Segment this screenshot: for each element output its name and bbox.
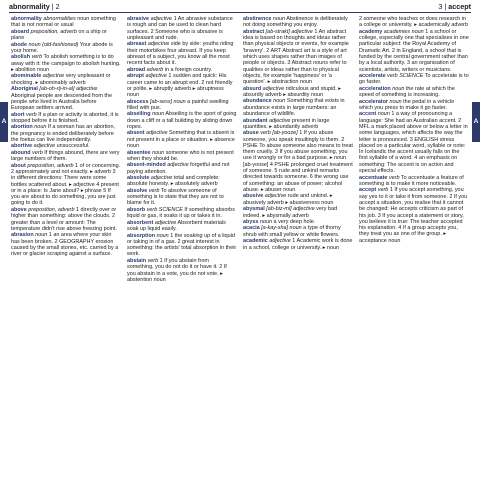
definition: present in large quantities. ▸ abundantly adverb xyxy=(243,117,330,130)
part-of-speech: adjective xyxy=(145,73,167,80)
dictionary-entry xyxy=(11,16,121,29)
headword: abort xyxy=(11,111,25,118)
headword: accelerator xyxy=(359,98,389,105)
dictionary-entry xyxy=(127,207,237,220)
dictionary-entry xyxy=(127,175,237,188)
definition: 1 If you abuse someone, you speak insultingly to them. 2 PSHE To abuse someone also means to treat them cruelly. 3 If you abuse something, you use it wrongly or for a bad purpose. ▸ noun [ab-yoose] 4 PSHE prolonged cruel treatment of someone. 5 rude and unkind remarks directed towards someone. 6 the wrong use of something: an abuse of power; alcohol abuse. ▸ abuser noun xyxy=(243,130,353,193)
definition: 1 An abrasive substance is rough and can be used to clean hard surfaces. 2 Someone who is abrasive is unpleasant and rude. xyxy=(127,16,233,41)
headword: absorb xyxy=(127,206,146,213)
part-of-speech: noun xyxy=(152,111,165,118)
part-of-speech: [ab-strakt] adjective xyxy=(265,28,313,35)
dictionary-entry xyxy=(127,130,237,149)
headword: abyss xyxy=(243,219,259,225)
definition: If a plan or activity is aborted, it is stopped before it is finished. xyxy=(11,111,119,124)
part-of-speech: adjective xyxy=(150,16,173,22)
headword: absent-minded xyxy=(127,162,166,169)
part-of-speech: noun xyxy=(34,124,47,131)
part-of-speech: noun xyxy=(259,219,273,225)
dictionary-entry xyxy=(359,86,469,99)
headword: abode xyxy=(11,41,28,48)
headword: abuse xyxy=(243,130,259,137)
dictionary-entry xyxy=(127,258,237,283)
definition: someone who is not present when they should be. xyxy=(127,149,234,162)
dictionary-entry xyxy=(243,206,353,219)
headword: abusive xyxy=(243,193,264,200)
left-page-number: 2 xyxy=(55,2,60,11)
part-of-speech: adjective xyxy=(150,175,173,182)
definition: Aboriginal people are descended from the people who lived in Australia before European settlers arrived. xyxy=(11,92,112,112)
headword: aboard xyxy=(11,28,30,35)
definition: 1 an area where your skin has been broken. 2 GEOGRAPHY erosion caused by the small stones, etc. carried by a river or glacier scraping against a surface. xyxy=(11,232,119,258)
part-of-speech: noun xyxy=(392,85,405,92)
dictionary-entry xyxy=(359,73,469,86)
headword: absurd xyxy=(243,85,262,92)
dictionary-entry xyxy=(359,99,469,112)
dictionary-entry xyxy=(11,42,121,55)
column-1 xyxy=(11,16,121,478)
part-of-speech: noun xyxy=(35,232,48,239)
part-of-speech: [a-kay-sha] noun xyxy=(261,225,302,232)
headword: abroad xyxy=(127,66,146,73)
dictionary-entry xyxy=(11,124,121,143)
headword: absent xyxy=(127,130,145,137)
headword: abstract xyxy=(243,28,265,35)
letter-tab-right: A xyxy=(472,102,480,142)
definition: To accentuate a feature of something is to make it more noticeable. xyxy=(359,174,464,187)
dictionary-entry xyxy=(127,73,237,98)
dictionary-entry xyxy=(243,16,353,29)
part-of-speech: noun (old-fashioned) xyxy=(28,41,79,48)
part-of-speech: adjective xyxy=(42,73,65,80)
headword: absorption xyxy=(127,232,156,239)
dictionary-entry xyxy=(127,67,237,73)
part-of-speech: adjective xyxy=(268,117,291,124)
definition: If something absorbs liquid or gas, it soaks it up or takes it in. xyxy=(127,206,235,220)
headword: abstinence xyxy=(243,16,272,22)
headword: accentuate xyxy=(359,174,388,181)
definition: a painful swelling filled with pus. xyxy=(127,98,229,111)
headword: abrasive xyxy=(127,16,150,22)
dictionary-entry xyxy=(243,86,353,99)
dictionary-entry xyxy=(11,163,121,207)
definition: 1 of or concerning. 2 approximately and not exactly. ▸ adverb 3 in different directions: There were some bottles scattered about. ▸ adjective 4 present or in a place: Is Jane about? ▸ phrase 5 If you are about to do something, you are just going to do it. xyxy=(11,162,121,207)
headword: academy xyxy=(359,28,383,35)
definition: a very deep hole. xyxy=(272,219,316,225)
dictionary-entry xyxy=(243,219,353,225)
headword: abound xyxy=(11,149,31,156)
part-of-speech: verb xyxy=(388,174,400,181)
dictionary-entry xyxy=(11,232,121,257)
left-page xyxy=(11,16,237,478)
headword: abominable xyxy=(11,73,42,80)
definition: a type of thorny shrub with small yellow or white flowers. xyxy=(243,225,341,238)
dictionary-entry xyxy=(127,150,237,163)
definition: Abstinence is deliberately not doing something you enjoy. xyxy=(243,16,348,29)
definition: on a ship or plane xyxy=(11,28,107,42)
dictionary-entry xyxy=(127,188,237,207)
headword: accelerate xyxy=(359,73,386,80)
definition: rude and unkind. ▸ abusively adverb ▸ abusiveness noun xyxy=(243,193,334,206)
dictionary-entry xyxy=(359,16,469,29)
part-of-speech: preposition, adverb xyxy=(27,162,74,169)
definition: 1 a school or college, especially one that specialises in one particular subject: the Royal Academy of Dramatic Art. 2 in England, a school that is funded by the central government rather than by a local authority. 3 an organisation of scientists, artists, writers or musicians. xyxy=(359,28,469,73)
definition: 1 a way of pronouncing a language: She had an Australian accent. 2 MFL a mark placed above or below a letter in some languages, which affects the way the letter is pronounced. 3 ENGLISH stress placed on a particular word, syllable or note: In Icelandic the accent usually falls on the first syllable of a word. 4 an emphasis on something: The accent is on action and special effects. xyxy=(359,111,468,175)
dictionary-entry xyxy=(127,220,237,233)
part-of-speech: verb xyxy=(26,111,37,118)
definition: To absolve someone of something is to state that they are not to blame for it. xyxy=(127,187,224,207)
part-of-speech: preposition, adverb xyxy=(30,28,77,35)
page-header xyxy=(0,0,480,14)
headword: absentee xyxy=(127,149,151,156)
part-of-speech: adjective xyxy=(262,85,285,92)
definition: ridiculous and stupid. ▸ absurdly adverb ▸ absurdity noun xyxy=(243,85,341,98)
definition: 1 If you abstain from something, you do not do it or have it. 2 If you abstain in a vote, you do not vote. ▸ abstention noun xyxy=(127,257,227,283)
headword: academic xyxy=(243,238,268,245)
dictionary-entry xyxy=(243,98,353,117)
dictionary-entry xyxy=(243,193,353,206)
part-of-speech: noun xyxy=(389,98,402,105)
definition: total and complete: absolute honesty. ▸ absolutely adverb xyxy=(127,175,220,188)
headword: accent xyxy=(359,111,377,118)
part-of-speech: adjective xyxy=(33,143,56,150)
headword: above xyxy=(11,206,27,213)
dictionary-entry xyxy=(11,143,121,149)
part-of-speech: noun xyxy=(152,149,165,156)
part-of-speech: adjective xyxy=(264,193,287,200)
part-of-speech: verb SCIENCE xyxy=(146,206,183,213)
headword: abysmal xyxy=(243,206,265,213)
right-page xyxy=(243,16,469,478)
right-running-head: 3 | accept xyxy=(438,2,471,11)
headword: abolish xyxy=(11,54,31,61)
definition: To abolish something is to do away with it: the campaign to abolish hunting. ▸ abolition noun xyxy=(11,54,121,73)
definition: side by side: youths riding their motorbikes four abreast. If you keep abreast of a subject, you know all the most recent facts about it. xyxy=(127,41,234,67)
definition: in a foreign country. xyxy=(163,66,213,73)
left-running-head: abnormality | 2 xyxy=(9,2,60,11)
definition: To accelerate is to go faster. xyxy=(359,73,469,86)
part-of-speech: abnormalities xyxy=(43,16,76,22)
headword: abrupt xyxy=(127,73,144,80)
header-rule xyxy=(9,12,471,13)
dictionary-entry xyxy=(127,111,237,130)
headword: about xyxy=(11,162,26,169)
definition: If things abound, there are very large numbers of them. xyxy=(11,149,120,163)
part-of-speech: verb xyxy=(377,187,389,194)
definition: 1 An abstract idea is based on thoughts and ideas rather than physical objects or events, for example 'bravery'. 2 ART Abstract art is a style of art which uses shapes rather than images of people or objects. 3 Abstract nouns refer to qualities or ideas rather than to physical objects, for example 'happiness' or 'a question'. ▸ abstraction noun xyxy=(243,28,349,86)
column-4 xyxy=(359,16,469,478)
dictionary-entry xyxy=(11,150,121,163)
part-of-speech: adjective xyxy=(167,162,189,169)
definition: unsuccessful. xyxy=(55,143,90,150)
headword: absolute xyxy=(127,175,150,182)
column-2 xyxy=(127,16,237,478)
definition: 1 the soaking up of a liquid or taking in of a gas. 2 great interest in something: the artists' total absorption in their work. xyxy=(127,232,237,258)
dictionary-entry xyxy=(243,225,353,238)
headword: absolve xyxy=(127,187,148,194)
part-of-speech: noun xyxy=(273,98,286,105)
part-of-speech: verb xyxy=(147,257,159,264)
part-of-speech: verb [ab-yooze] xyxy=(260,130,298,137)
column-3 xyxy=(243,16,353,478)
part-of-speech: noun xyxy=(377,111,390,118)
headword: abortive xyxy=(11,143,33,150)
definition: Something that exists in abundance exists in large numbers: an abundance of wildlife. xyxy=(243,98,345,118)
part-of-speech: verb SCIENCE xyxy=(387,73,424,80)
definition: forgetful and not paying attention. xyxy=(127,162,230,175)
dictionary-entry xyxy=(127,41,237,66)
headword: abstain xyxy=(127,257,147,264)
dictionary-entry xyxy=(359,175,469,188)
part-of-speech: academies noun xyxy=(383,28,424,35)
left-guide-word: abnormality xyxy=(9,2,50,11)
part-of-speech: preposition, adverb xyxy=(28,206,75,213)
definition: noun something that is not normal or usual xyxy=(11,16,116,29)
dictionary-entry xyxy=(11,207,121,232)
dictionary-entry xyxy=(243,238,353,251)
headword: Aboriginal xyxy=(11,86,38,93)
headword: abscess xyxy=(127,98,149,105)
part-of-speech: verb xyxy=(32,149,43,156)
part-of-speech: noun xyxy=(156,232,169,239)
dictionary-entry xyxy=(11,29,121,42)
dictionary-entry xyxy=(359,111,469,174)
definition: 1 sudden and quick: His career came to an abrupt end. 2 not friendly or polite. ▸ abruptly adverb ▸ abruptness noun xyxy=(127,73,233,99)
headword: abundant xyxy=(243,117,268,124)
part-of-speech: verb xyxy=(31,54,43,61)
definition: If a woman has an abortion, the pregnancy is ended deliberately before the foetus can live independently. xyxy=(11,124,115,143)
definition: Something that is absent is not present in a place or situation. ▸ absence noun xyxy=(127,130,235,150)
headword: abseiling xyxy=(127,111,151,118)
part-of-speech: adverb xyxy=(146,66,164,73)
dictionary-entry xyxy=(127,99,237,112)
definition: 2 someone who teaches or does research in a college or university. ▸ academically adverb xyxy=(359,16,469,29)
part-of-speech: adjective xyxy=(146,130,168,137)
part-of-speech: adjective xyxy=(269,238,291,245)
headword: acacia xyxy=(243,225,260,232)
dictionary-entry xyxy=(243,118,353,131)
headword: absorbent xyxy=(127,219,154,226)
headword: acceleration xyxy=(359,85,391,92)
part-of-speech: adjective xyxy=(154,219,177,226)
headword: abreast xyxy=(127,41,147,48)
definition: Your abode is your home. xyxy=(11,41,113,54)
dictionary-entry xyxy=(127,233,237,258)
dictionary-entry xyxy=(11,54,121,73)
part-of-speech: [ab-biz-ml] adjective xyxy=(266,206,315,213)
dictionary-entry xyxy=(127,16,237,41)
definition: Absorbent materials soak up liquid easily. xyxy=(127,219,226,233)
dictionary-entry xyxy=(11,86,121,111)
dictionary-spread xyxy=(11,16,469,478)
definition: the rate at which the speed of something is increasing. xyxy=(359,85,455,99)
headword: abrasion xyxy=(11,232,34,239)
part-of-speech: adjective xyxy=(147,41,170,48)
headword: abortion xyxy=(11,124,33,131)
headword: abnormality xyxy=(11,16,42,22)
letter-tab-left: A xyxy=(0,102,8,142)
definition: Abseiling is the sport of going down a cliff or a tall building by sliding down ropes. xyxy=(127,111,237,130)
dictionary-entry xyxy=(359,187,469,244)
definition: very unpleasant or shocking. ▸ abominably adverb xyxy=(11,73,111,86)
headword: accept xyxy=(359,187,377,194)
dictionary-entry xyxy=(243,130,353,193)
part-of-speech: verb xyxy=(148,187,160,194)
part-of-speech: [ab-sess] noun xyxy=(149,98,186,105)
right-guide-word: accept xyxy=(448,2,471,11)
definition: 1 directly over or higher than something: above the clouds. 2 greater than a level or amount: The temperature didn't rise above freezing point. xyxy=(11,206,117,232)
definition: very bad indeed. ▸ abysmally adverb xyxy=(243,206,338,219)
dictionary-entry xyxy=(11,73,121,86)
definition: 1 Academic work is done in a school, college or university. ▸ noun xyxy=(243,238,353,251)
right-page-number: 3 xyxy=(438,2,443,11)
definition: 1 If you accept something, you say yes to it or take it from someone. 2 If you accept a situation, you realise that it cannot be changed: He accepts criticism as part of his job. 3 If you accept a statement or story, you believe it is true: The teacher accepted his explanation. 4 If a group accepts you, they treat you as one of the group. ▸ acceptance noun xyxy=(359,187,468,244)
part-of-speech: [ab-oh-rij-in-al] adjective xyxy=(39,86,98,93)
headword: abundance xyxy=(243,98,272,105)
dictionary-entry xyxy=(243,29,353,86)
dictionary-entry xyxy=(359,29,469,73)
dictionary-entry xyxy=(127,162,237,175)
dictionary-entry xyxy=(11,112,121,125)
part-of-speech: noun xyxy=(272,16,286,22)
definition: the pedal in a vehicle which you press to make it go faster. xyxy=(359,98,455,111)
